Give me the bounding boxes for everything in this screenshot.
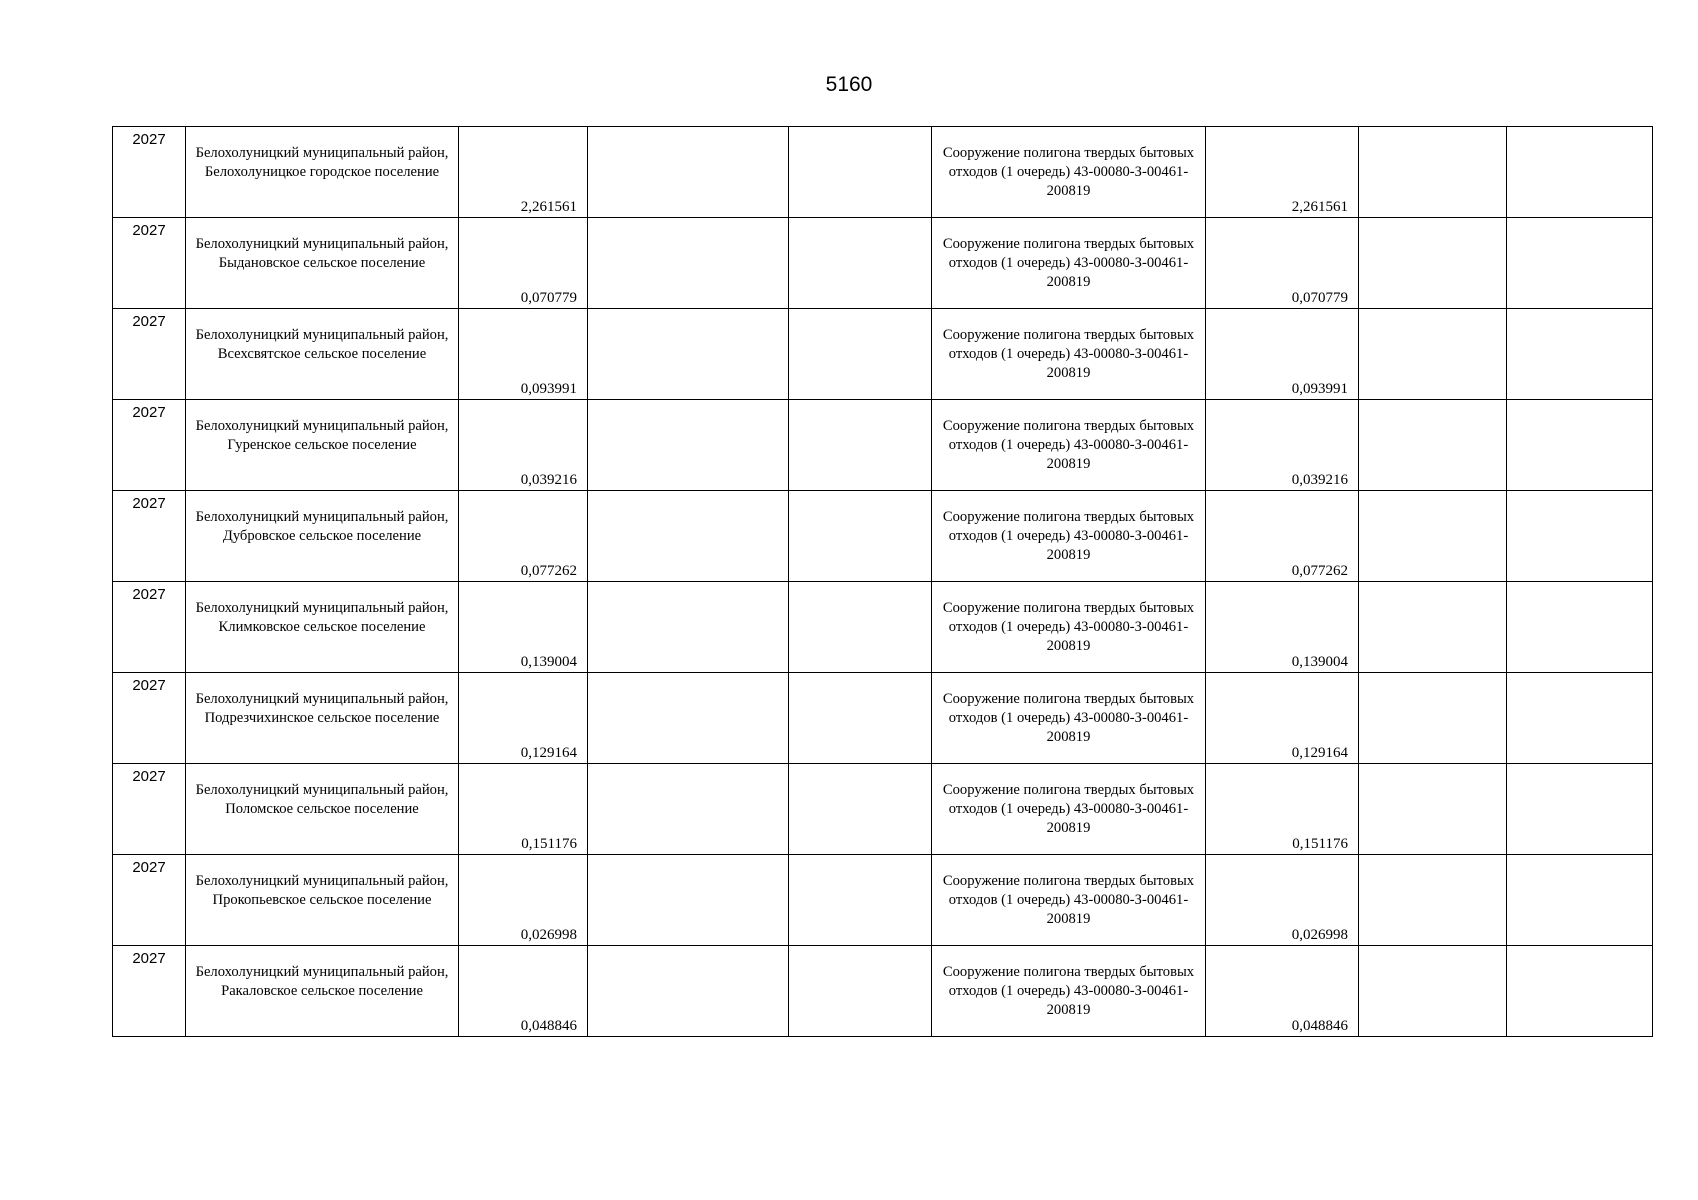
municipality-cell bbox=[186, 946, 459, 1037]
empty-cell bbox=[789, 764, 932, 855]
year-cell bbox=[113, 218, 186, 309]
year-text: 2027 bbox=[132, 950, 166, 967]
facility-value-cell bbox=[1206, 309, 1359, 400]
facility-value-cell bbox=[1206, 673, 1359, 764]
year-text: 2027 bbox=[132, 859, 166, 876]
empty-cell bbox=[1359, 946, 1507, 1037]
facility-value-cell bbox=[1206, 855, 1359, 946]
empty-cell bbox=[1359, 673, 1507, 764]
municipality-text: Белохолуницкий муниципальный район, Прокопьевское сельское поселение bbox=[195, 873, 449, 908]
empty-cell bbox=[588, 855, 789, 946]
empty-cell bbox=[1507, 764, 1653, 855]
facility-value-text: 0,048846 bbox=[1291, 1018, 1348, 1034]
facility-text: Сооружение полигона твердых бытовых отходов (1 очередь) 43-00080-З-00461-200819 bbox=[942, 327, 1195, 381]
empty-cell bbox=[588, 400, 789, 491]
empty-cell bbox=[1507, 946, 1653, 1037]
municipality-cell bbox=[186, 764, 459, 855]
table-row bbox=[113, 764, 1653, 855]
facility-value-text: 0,129164 bbox=[1291, 745, 1348, 761]
municipality-cell bbox=[186, 127, 459, 218]
facility-value-text: 0,151176 bbox=[1292, 836, 1348, 852]
year-cell bbox=[113, 582, 186, 673]
year-text: 2027 bbox=[132, 131, 166, 148]
value-text: 0,093991 bbox=[520, 381, 577, 397]
facility-value-text: 0,077262 bbox=[1291, 563, 1348, 579]
value-cell bbox=[459, 491, 588, 582]
table-row bbox=[113, 491, 1653, 582]
value-cell bbox=[459, 127, 588, 218]
empty-cell bbox=[1507, 673, 1653, 764]
table-row bbox=[113, 673, 1653, 764]
facility-value-cell bbox=[1206, 218, 1359, 309]
municipality-text: Белохолуницкий муниципальный район, Быдановское сельское поселение bbox=[195, 236, 449, 271]
empty-cell bbox=[789, 855, 932, 946]
empty-cell bbox=[789, 218, 932, 309]
value-cell bbox=[459, 673, 588, 764]
empty-cell bbox=[789, 400, 932, 491]
value-cell bbox=[459, 582, 588, 673]
empty-cell bbox=[1359, 582, 1507, 673]
table-row bbox=[113, 400, 1653, 491]
year-text: 2027 bbox=[132, 495, 166, 512]
municipality-cell bbox=[186, 582, 459, 673]
year-text: 2027 bbox=[132, 404, 166, 421]
value-text: 0,048846 bbox=[520, 1018, 577, 1034]
empty-cell bbox=[789, 491, 932, 582]
municipality-cell bbox=[186, 855, 459, 946]
facility-text: Сооружение полигона твердых бытовых отходов (1 очередь) 43-00080-З-00461-200819 bbox=[942, 782, 1195, 836]
empty-cell bbox=[1359, 491, 1507, 582]
value-cell bbox=[459, 855, 588, 946]
facility-cell bbox=[932, 946, 1206, 1037]
table-row bbox=[113, 218, 1653, 309]
year-cell bbox=[113, 673, 186, 764]
municipality-cell bbox=[186, 491, 459, 582]
empty-cell bbox=[588, 582, 789, 673]
empty-cell bbox=[588, 309, 789, 400]
year-text: 2027 bbox=[132, 768, 166, 785]
facility-cell bbox=[932, 127, 1206, 218]
empty-cell bbox=[789, 946, 932, 1037]
year-text: 2027 bbox=[132, 586, 166, 603]
value-text: 0,039216 bbox=[520, 472, 577, 488]
facility-cell bbox=[932, 764, 1206, 855]
facility-value-text: 0,070779 bbox=[1291, 290, 1348, 306]
value-text: 0,139004 bbox=[520, 654, 577, 670]
facility-value-text: 0,093991 bbox=[1291, 381, 1348, 397]
year-cell bbox=[113, 764, 186, 855]
facility-value-cell bbox=[1206, 491, 1359, 582]
facility-value-cell bbox=[1206, 400, 1359, 491]
empty-cell bbox=[789, 582, 932, 673]
value-cell bbox=[459, 309, 588, 400]
year-cell bbox=[113, 855, 186, 946]
empty-cell bbox=[1507, 400, 1653, 491]
municipality-text: Белохолуницкий муниципальный район, Всехсвятское сельское поселение bbox=[195, 327, 449, 362]
facility-cell bbox=[932, 309, 1206, 400]
municipality-text: Белохолуницкий муниципальный район, Белохолуницкое городское поселение bbox=[195, 145, 449, 180]
value-text: 0,026998 bbox=[520, 927, 577, 943]
empty-cell bbox=[1507, 855, 1653, 946]
facility-cell bbox=[932, 673, 1206, 764]
facility-value-text: 0,139004 bbox=[1291, 654, 1348, 670]
table-body bbox=[113, 127, 1653, 1037]
facility-cell bbox=[932, 855, 1206, 946]
data-table bbox=[112, 126, 1653, 1037]
year-text: 2027 bbox=[132, 222, 166, 239]
value-text: 0,151176 bbox=[521, 836, 577, 852]
facility-cell bbox=[932, 491, 1206, 582]
municipality-text: Белохолуницкий муниципальный район, Климковское сельское поселение bbox=[195, 600, 449, 635]
facility-text: Сооружение полигона твердых бытовых отходов (1 очередь) 43-00080-З-00461-200819 bbox=[942, 600, 1195, 654]
empty-cell bbox=[1359, 400, 1507, 491]
empty-cell bbox=[1507, 218, 1653, 309]
table-row bbox=[113, 946, 1653, 1037]
value-text: 0,129164 bbox=[520, 745, 577, 761]
facility-cell bbox=[932, 400, 1206, 491]
empty-cell bbox=[588, 764, 789, 855]
facility-value-text: 2,261561 bbox=[1291, 199, 1348, 215]
year-cell bbox=[113, 309, 186, 400]
municipality-text: Белохолуницкий муниципальный район, Дубровское сельское поселение bbox=[195, 509, 449, 544]
empty-cell bbox=[588, 673, 789, 764]
facility-text: Сооружение полигона твердых бытовых отходов (1 очередь) 43-00080-З-00461-200819 bbox=[942, 145, 1195, 199]
empty-cell bbox=[789, 309, 932, 400]
year-cell bbox=[113, 491, 186, 582]
empty-cell bbox=[1359, 309, 1507, 400]
empty-cell bbox=[1507, 582, 1653, 673]
empty-cell bbox=[789, 673, 932, 764]
empty-cell bbox=[1359, 218, 1507, 309]
empty-cell bbox=[588, 946, 789, 1037]
year-cell bbox=[113, 127, 186, 218]
table-row bbox=[113, 582, 1653, 673]
facility-value-cell bbox=[1206, 582, 1359, 673]
value-cell bbox=[459, 946, 588, 1037]
empty-cell bbox=[1507, 309, 1653, 400]
value-cell bbox=[459, 400, 588, 491]
facility-value-text: 0,039216 bbox=[1291, 472, 1348, 488]
empty-cell bbox=[1507, 127, 1653, 218]
facility-text: Сооружение полигона твердых бытовых отходов (1 очередь) 43-00080-З-00461-200819 bbox=[942, 509, 1195, 563]
empty-cell bbox=[1359, 127, 1507, 218]
municipality-text: Белохолуницкий муниципальный район, Гуренское сельское поселение bbox=[195, 418, 449, 453]
municipality-text: Белохолуницкий муниципальный район, Подрезчихинское сельское поселение bbox=[195, 691, 449, 726]
table-row bbox=[113, 855, 1653, 946]
value-text: 0,077262 bbox=[520, 563, 577, 579]
facility-value-cell bbox=[1206, 127, 1359, 218]
facility-value-text: 0,026998 bbox=[1291, 927, 1348, 943]
year-cell bbox=[113, 946, 186, 1037]
empty-cell bbox=[1507, 491, 1653, 582]
facility-text: Сооружение полигона твердых бытовых отходов (1 очередь) 43-00080-З-00461-200819 bbox=[942, 236, 1195, 290]
facility-cell bbox=[932, 582, 1206, 673]
facility-text: Сооружение полигона твердых бытовых отходов (1 очередь) 43-00080-З-00461-200819 bbox=[942, 873, 1195, 927]
facility-text: Сооружение полигона твердых бытовых отходов (1 очередь) 43-00080-З-00461-200819 bbox=[942, 418, 1195, 472]
facility-value-cell bbox=[1206, 946, 1359, 1037]
year-text: 2027 bbox=[132, 313, 166, 330]
value-cell bbox=[459, 218, 588, 309]
year-cell bbox=[113, 400, 186, 491]
table-row bbox=[113, 127, 1653, 218]
value-text: 2,261561 bbox=[520, 199, 577, 215]
table-row bbox=[113, 309, 1653, 400]
municipality-cell bbox=[186, 218, 459, 309]
value-text: 0,070779 bbox=[520, 290, 577, 306]
empty-cell bbox=[1359, 855, 1507, 946]
page-number: 5160 bbox=[825, 73, 873, 96]
facility-text: Сооружение полигона твердых бытовых отходов (1 очередь) 43-00080-З-00461-200819 bbox=[942, 964, 1195, 1018]
facility-value-cell bbox=[1206, 764, 1359, 855]
municipality-cell bbox=[186, 309, 459, 400]
empty-cell bbox=[588, 127, 789, 218]
municipality-cell bbox=[186, 673, 459, 764]
empty-cell bbox=[588, 491, 789, 582]
municipality-text: Белохолуницкий муниципальный район, Ракаловское сельское поселение bbox=[195, 964, 449, 999]
year-text: 2027 bbox=[132, 677, 166, 694]
value-cell bbox=[459, 764, 588, 855]
empty-cell bbox=[588, 218, 789, 309]
empty-cell bbox=[789, 127, 932, 218]
municipality-cell bbox=[186, 400, 459, 491]
facility-text: Сооружение полигона твердых бытовых отходов (1 очередь) 43-00080-З-00461-200819 bbox=[942, 691, 1195, 745]
municipality-text: Белохолуницкий муниципальный район, Поломское сельское поселение bbox=[195, 782, 449, 817]
facility-cell bbox=[932, 218, 1206, 309]
empty-cell bbox=[1359, 764, 1507, 855]
